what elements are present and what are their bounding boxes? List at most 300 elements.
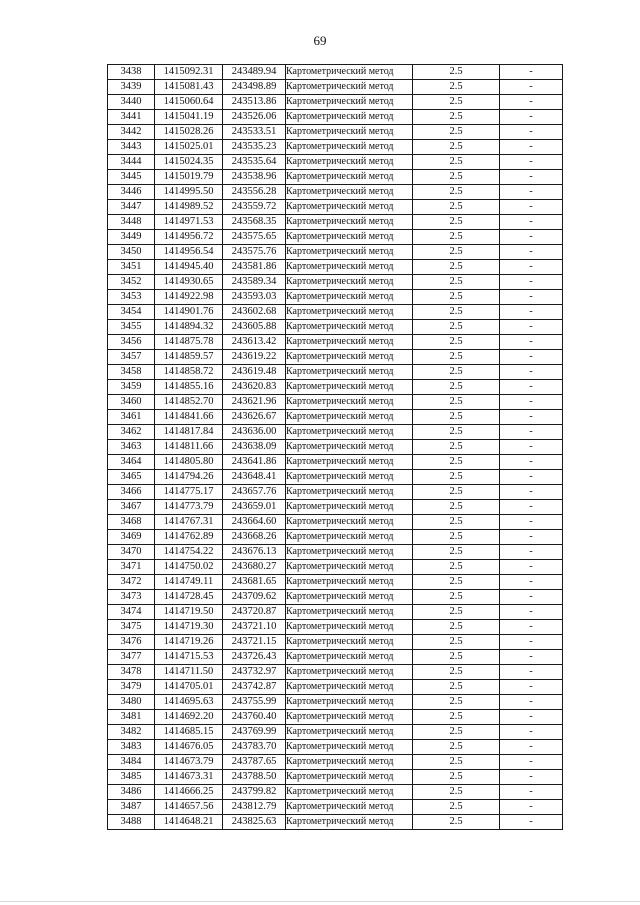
point-number-cell: 3473	[108, 590, 155, 605]
coordinate-x-cell: 1414858.72	[155, 365, 223, 380]
method-cell: Картометрический метод	[286, 305, 413, 320]
point-number-cell: 3480	[108, 695, 155, 710]
table-row	[108, 770, 563, 785]
method-cell: Картометрический метод	[286, 425, 413, 440]
note-cell: -	[500, 290, 563, 305]
method-cell: Картометрический метод	[286, 155, 413, 170]
coordinate-y-cell: 243799.82	[223, 785, 286, 800]
coordinate-x-cell: 1414875.78	[155, 335, 223, 350]
method-cell: Картометрический метод	[286, 320, 413, 335]
coordinate-x-cell: 1414666.25	[155, 785, 223, 800]
point-number-cell: 3442	[108, 125, 155, 140]
point-number-cell: 3485	[108, 770, 155, 785]
table-row	[108, 395, 563, 410]
coordinate-x-cell: 1414922.98	[155, 290, 223, 305]
accuracy-cell: 2.5	[413, 350, 500, 365]
coordinate-y-cell: 243556.28	[223, 185, 286, 200]
coordinate-y-cell: 243602.68	[223, 305, 286, 320]
note-cell: -	[500, 695, 563, 710]
table-row	[108, 545, 563, 560]
coordinate-y-cell: 243636.00	[223, 425, 286, 440]
accuracy-cell: 2.5	[413, 665, 500, 680]
method-cell: Картометрический метод	[286, 65, 413, 80]
coordinate-x-cell: 1414715.53	[155, 650, 223, 665]
method-cell: Картометрический метод	[286, 545, 413, 560]
coordinates-table-body	[108, 65, 563, 830]
table-row	[108, 680, 563, 695]
coordinate-x-cell: 1414841.66	[155, 410, 223, 425]
point-number-cell: 3457	[108, 350, 155, 365]
coordinate-y-cell: 243593.03	[223, 290, 286, 305]
note-cell: -	[500, 500, 563, 515]
coordinate-x-cell: 1415060.64	[155, 95, 223, 110]
accuracy-cell: 2.5	[413, 170, 500, 185]
point-number-cell: 3470	[108, 545, 155, 560]
method-cell: Картометрический метод	[286, 800, 413, 815]
table-row	[108, 620, 563, 635]
accuracy-cell: 2.5	[413, 65, 500, 80]
note-cell: -	[500, 95, 563, 110]
coordinate-y-cell: 243613.42	[223, 335, 286, 350]
point-number-cell: 3445	[108, 170, 155, 185]
coordinate-y-cell: 243648.41	[223, 470, 286, 485]
coordinate-x-cell: 1414673.79	[155, 755, 223, 770]
point-number-cell: 3440	[108, 95, 155, 110]
method-cell: Картометрический метод	[286, 140, 413, 155]
method-cell: Картометрический метод	[286, 260, 413, 275]
coordinate-y-cell: 243812.79	[223, 800, 286, 815]
note-cell: -	[500, 650, 563, 665]
accuracy-cell: 2.5	[413, 485, 500, 500]
note-cell: -	[500, 305, 563, 320]
coordinate-y-cell: 243621.96	[223, 395, 286, 410]
coordinate-y-cell: 243581.86	[223, 260, 286, 275]
method-cell: Картометрический метод	[286, 335, 413, 350]
point-number-cell: 3476	[108, 635, 155, 650]
note-cell: -	[500, 785, 563, 800]
point-number-cell: 3459	[108, 380, 155, 395]
accuracy-cell: 2.5	[413, 650, 500, 665]
method-cell: Картометрический метод	[286, 350, 413, 365]
note-cell: -	[500, 575, 563, 590]
method-cell: Картометрический метод	[286, 515, 413, 530]
coordinate-y-cell: 243620.83	[223, 380, 286, 395]
coordinate-y-cell: 243709.62	[223, 590, 286, 605]
accuracy-cell: 2.5	[413, 590, 500, 605]
method-cell: Картометрический метод	[286, 770, 413, 785]
scan-edge-divider	[0, 901, 640, 902]
accuracy-cell: 2.5	[413, 305, 500, 320]
note-cell: -	[500, 590, 563, 605]
coordinate-x-cell: 1414811.66	[155, 440, 223, 455]
coordinate-y-cell: 243626.67	[223, 410, 286, 425]
table-row	[108, 605, 563, 620]
table-row	[108, 455, 563, 470]
coordinate-x-cell: 1414817.84	[155, 425, 223, 440]
method-cell: Картометрический метод	[286, 755, 413, 770]
coordinate-x-cell: 1414945.40	[155, 260, 223, 275]
table-row	[108, 125, 563, 140]
accuracy-cell: 2.5	[413, 605, 500, 620]
table-row	[108, 380, 563, 395]
table-row	[108, 215, 563, 230]
coordinate-x-cell: 1414805.80	[155, 455, 223, 470]
coordinate-x-cell: 1415025.01	[155, 140, 223, 155]
table-row	[108, 410, 563, 425]
note-cell: -	[500, 815, 563, 830]
accuracy-cell: 2.5	[413, 680, 500, 695]
accuracy-cell: 2.5	[413, 410, 500, 425]
note-cell: -	[500, 560, 563, 575]
coordinate-y-cell: 243575.65	[223, 230, 286, 245]
table-row	[108, 560, 563, 575]
coordinate-x-cell: 1414673.31	[155, 770, 223, 785]
note-cell: -	[500, 245, 563, 260]
point-number-cell: 3463	[108, 440, 155, 455]
method-cell: Картометрический метод	[286, 455, 413, 470]
note-cell: -	[500, 110, 563, 125]
note-cell: -	[500, 485, 563, 500]
table-row	[108, 155, 563, 170]
table-row	[108, 785, 563, 800]
point-number-cell: 3488	[108, 815, 155, 830]
accuracy-cell: 2.5	[413, 365, 500, 380]
table-row	[108, 635, 563, 650]
table-row	[108, 200, 563, 215]
coordinate-y-cell: 243787.65	[223, 755, 286, 770]
table-row	[108, 245, 563, 260]
note-cell: -	[500, 215, 563, 230]
point-number-cell: 3456	[108, 335, 155, 350]
method-cell: Картометрический метод	[286, 485, 413, 500]
coordinate-x-cell: 1414676.05	[155, 740, 223, 755]
note-cell: -	[500, 800, 563, 815]
coordinate-y-cell: 243489.94	[223, 65, 286, 80]
method-cell: Картометрический метод	[286, 605, 413, 620]
note-cell: -	[500, 680, 563, 695]
point-number-cell: 3487	[108, 800, 155, 815]
note-cell: -	[500, 365, 563, 380]
point-number-cell: 3478	[108, 665, 155, 680]
table-row	[108, 335, 563, 350]
coordinate-x-cell: 1414728.45	[155, 590, 223, 605]
method-cell: Картометрический метод	[286, 695, 413, 710]
note-cell: -	[500, 635, 563, 650]
point-number-cell: 3465	[108, 470, 155, 485]
method-cell: Картометрический метод	[286, 635, 413, 650]
point-number-cell: 3448	[108, 215, 155, 230]
table-row	[108, 755, 563, 770]
accuracy-cell: 2.5	[413, 125, 500, 140]
point-number-cell: 3467	[108, 500, 155, 515]
note-cell: -	[500, 470, 563, 485]
coordinate-x-cell: 1414852.70	[155, 395, 223, 410]
method-cell: Картометрический метод	[286, 80, 413, 95]
point-number-cell: 3450	[108, 245, 155, 260]
coordinate-y-cell: 243568.35	[223, 215, 286, 230]
point-number-cell: 3460	[108, 395, 155, 410]
accuracy-cell: 2.5	[413, 710, 500, 725]
note-cell: -	[500, 230, 563, 245]
coordinate-x-cell: 1414749.11	[155, 575, 223, 590]
accuracy-cell: 2.5	[413, 455, 500, 470]
coordinate-x-cell: 1414894.32	[155, 320, 223, 335]
note-cell: -	[500, 425, 563, 440]
coordinate-y-cell: 243559.72	[223, 200, 286, 215]
method-cell: Картометрический метод	[286, 590, 413, 605]
coordinate-x-cell: 1414648.21	[155, 815, 223, 830]
table-row	[108, 185, 563, 200]
note-cell: -	[500, 140, 563, 155]
point-number-cell: 3468	[108, 515, 155, 530]
table-row	[108, 485, 563, 500]
accuracy-cell: 2.5	[413, 155, 500, 170]
point-number-cell: 3462	[108, 425, 155, 440]
coordinate-x-cell: 1415024.35	[155, 155, 223, 170]
table-row	[108, 695, 563, 710]
table-row	[108, 575, 563, 590]
coordinate-y-cell: 243783.70	[223, 740, 286, 755]
coordinate-y-cell: 243755.99	[223, 695, 286, 710]
coordinate-x-cell: 1414705.01	[155, 680, 223, 695]
coordinate-x-cell: 1414695.63	[155, 695, 223, 710]
accuracy-cell: 2.5	[413, 815, 500, 830]
table-row	[108, 275, 563, 290]
accuracy-cell: 2.5	[413, 725, 500, 740]
coordinate-x-cell: 1414989.52	[155, 200, 223, 215]
coordinate-y-cell: 243769.99	[223, 725, 286, 740]
method-cell: Картометрический метод	[286, 815, 413, 830]
note-cell: -	[500, 350, 563, 365]
coordinate-y-cell: 243721.10	[223, 620, 286, 635]
accuracy-cell: 2.5	[413, 215, 500, 230]
coordinate-y-cell: 243526.06	[223, 110, 286, 125]
accuracy-cell: 2.5	[413, 140, 500, 155]
accuracy-cell: 2.5	[413, 515, 500, 530]
point-number-cell: 3444	[108, 155, 155, 170]
method-cell: Картометрический метод	[286, 440, 413, 455]
note-cell: -	[500, 545, 563, 560]
note-cell: -	[500, 440, 563, 455]
coordinate-y-cell: 243538.96	[223, 170, 286, 185]
method-cell: Картометрический метод	[286, 500, 413, 515]
coordinate-y-cell: 243513.86	[223, 95, 286, 110]
coordinate-y-cell: 243721.15	[223, 635, 286, 650]
coordinate-x-cell: 1414956.54	[155, 245, 223, 260]
note-cell: -	[500, 185, 563, 200]
method-cell: Картометрический метод	[286, 575, 413, 590]
note-cell: -	[500, 125, 563, 140]
coordinate-x-cell: 1414692.20	[155, 710, 223, 725]
method-cell: Картометрический метод	[286, 365, 413, 380]
method-cell: Картометрический метод	[286, 560, 413, 575]
note-cell: -	[500, 65, 563, 80]
note-cell: -	[500, 620, 563, 635]
point-number-cell: 3484	[108, 755, 155, 770]
coordinate-x-cell: 1415081.43	[155, 80, 223, 95]
accuracy-cell: 2.5	[413, 185, 500, 200]
point-number-cell: 3479	[108, 680, 155, 695]
point-number-cell: 3439	[108, 80, 155, 95]
table-row	[108, 290, 563, 305]
point-number-cell: 3469	[108, 530, 155, 545]
coordinate-x-cell: 1414750.02	[155, 560, 223, 575]
table-row	[108, 320, 563, 335]
coordinate-x-cell: 1414930.65	[155, 275, 223, 290]
table-row	[108, 80, 563, 95]
table-row	[108, 140, 563, 155]
accuracy-cell: 2.5	[413, 95, 500, 110]
method-cell: Картометрический метод	[286, 710, 413, 725]
coordinate-x-cell: 1414719.26	[155, 635, 223, 650]
accuracy-cell: 2.5	[413, 755, 500, 770]
point-number-cell: 3441	[108, 110, 155, 125]
coordinate-x-cell: 1414762.89	[155, 530, 223, 545]
note-cell: -	[500, 710, 563, 725]
method-cell: Картометрический метод	[286, 665, 413, 680]
coordinate-y-cell: 243825.63	[223, 815, 286, 830]
method-cell: Картометрический метод	[286, 215, 413, 230]
accuracy-cell: 2.5	[413, 530, 500, 545]
coordinate-y-cell: 243533.51	[223, 125, 286, 140]
accuracy-cell: 2.5	[413, 695, 500, 710]
point-number-cell: 3471	[108, 560, 155, 575]
coordinate-x-cell: 1414971.53	[155, 215, 223, 230]
table-row	[108, 230, 563, 245]
table-row	[108, 725, 563, 740]
method-cell: Картометрический метод	[286, 650, 413, 665]
note-cell: -	[500, 755, 563, 770]
coordinate-y-cell: 243535.64	[223, 155, 286, 170]
method-cell: Картометрический метод	[286, 395, 413, 410]
coordinate-y-cell: 243742.87	[223, 680, 286, 695]
note-cell: -	[500, 320, 563, 335]
accuracy-cell: 2.5	[413, 110, 500, 125]
coordinate-y-cell: 243732.97	[223, 665, 286, 680]
page-number: 69	[313, 33, 327, 48]
point-number-cell: 3449	[108, 230, 155, 245]
accuracy-cell: 2.5	[413, 440, 500, 455]
accuracy-cell: 2.5	[413, 425, 500, 440]
coordinate-x-cell: 1414901.76	[155, 305, 223, 320]
point-number-cell: 3461	[108, 410, 155, 425]
point-number-cell: 3482	[108, 725, 155, 740]
method-cell: Картометрический метод	[286, 170, 413, 185]
method-cell: Картометрический метод	[286, 785, 413, 800]
method-cell: Картометрический метод	[286, 725, 413, 740]
coordinate-x-cell: 1415028.26	[155, 125, 223, 140]
point-number-cell: 3447	[108, 200, 155, 215]
accuracy-cell: 2.5	[413, 380, 500, 395]
note-cell: -	[500, 170, 563, 185]
coordinate-x-cell: 1414995.50	[155, 185, 223, 200]
coordinate-y-cell: 243659.01	[223, 500, 286, 515]
point-number-cell: 3455	[108, 320, 155, 335]
method-cell: Картометрический метод	[286, 200, 413, 215]
table-row	[108, 95, 563, 110]
coordinate-y-cell: 243760.40	[223, 710, 286, 725]
accuracy-cell: 2.5	[413, 500, 500, 515]
point-number-cell: 3452	[108, 275, 155, 290]
coordinate-y-cell: 243720.87	[223, 605, 286, 620]
coordinate-y-cell: 243535.23	[223, 140, 286, 155]
coordinate-y-cell: 243575.76	[223, 245, 286, 260]
point-number-cell: 3486	[108, 785, 155, 800]
accuracy-cell: 2.5	[413, 575, 500, 590]
point-number-cell: 3458	[108, 365, 155, 380]
accuracy-cell: 2.5	[413, 785, 500, 800]
accuracy-cell: 2.5	[413, 80, 500, 95]
coordinate-y-cell: 243681.65	[223, 575, 286, 590]
coordinate-y-cell: 243680.27	[223, 560, 286, 575]
table-row	[108, 110, 563, 125]
accuracy-cell: 2.5	[413, 620, 500, 635]
note-cell: -	[500, 80, 563, 95]
method-cell: Картометрический метод	[286, 275, 413, 290]
coordinate-x-cell: 1415019.79	[155, 170, 223, 185]
table-row	[108, 710, 563, 725]
table-row	[108, 65, 563, 80]
method-cell: Картометрический метод	[286, 740, 413, 755]
table-row	[108, 470, 563, 485]
accuracy-cell: 2.5	[413, 395, 500, 410]
note-cell: -	[500, 740, 563, 755]
table-row	[108, 530, 563, 545]
table-row	[108, 515, 563, 530]
accuracy-cell: 2.5	[413, 230, 500, 245]
coordinate-x-cell: 1414657.56	[155, 800, 223, 815]
coordinate-x-cell: 1414685.15	[155, 725, 223, 740]
accuracy-cell: 2.5	[413, 635, 500, 650]
coordinate-x-cell: 1414711.50	[155, 665, 223, 680]
coordinate-x-cell: 1414794.26	[155, 470, 223, 485]
coordinate-x-cell: 1414773.79	[155, 500, 223, 515]
note-cell: -	[500, 275, 563, 290]
note-cell: -	[500, 395, 563, 410]
method-cell: Картометрический метод	[286, 380, 413, 395]
coordinate-y-cell: 243498.89	[223, 80, 286, 95]
accuracy-cell: 2.5	[413, 800, 500, 815]
table-row	[108, 815, 563, 830]
accuracy-cell: 2.5	[413, 335, 500, 350]
accuracy-cell: 2.5	[413, 560, 500, 575]
table-row	[108, 650, 563, 665]
table-row	[108, 425, 563, 440]
coordinate-x-cell: 1414855.16	[155, 380, 223, 395]
table-row	[108, 665, 563, 680]
table-row	[108, 350, 563, 365]
table-row	[108, 170, 563, 185]
coordinate-y-cell: 243657.76	[223, 485, 286, 500]
point-number-cell: 3477	[108, 650, 155, 665]
point-number-cell: 3453	[108, 290, 155, 305]
coordinate-y-cell: 243676.13	[223, 545, 286, 560]
point-number-cell: 3474	[108, 605, 155, 620]
coordinate-x-cell: 1414956.72	[155, 230, 223, 245]
method-cell: Картометрический метод	[286, 470, 413, 485]
coordinate-y-cell: 243619.22	[223, 350, 286, 365]
table-row	[108, 800, 563, 815]
accuracy-cell: 2.5	[413, 470, 500, 485]
note-cell: -	[500, 260, 563, 275]
point-number-cell: 3438	[108, 65, 155, 80]
coordinate-y-cell: 243638.09	[223, 440, 286, 455]
table-row	[108, 740, 563, 755]
note-cell: -	[500, 725, 563, 740]
table-row	[108, 305, 563, 320]
coordinate-x-cell: 1414754.22	[155, 545, 223, 560]
table-row	[108, 365, 563, 380]
